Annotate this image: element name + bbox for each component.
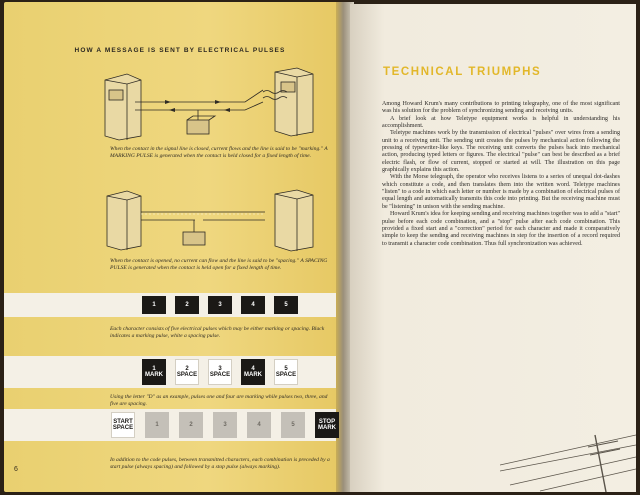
pulse-number-label: 2 <box>185 301 189 308</box>
pulse-square <box>111 412 135 438</box>
pulse-square <box>208 296 232 314</box>
pulse-square <box>208 359 232 385</box>
pulse-number-label: 3 <box>223 421 227 428</box>
pulse-square <box>175 359 199 385</box>
pulse-number-label: 1 <box>152 301 156 308</box>
pulse-number-label: 4 <box>251 301 255 308</box>
page-number: 6 <box>14 466 18 473</box>
page-heading: TECHNICAL TRIUMPHS <box>383 66 542 78</box>
pulse-square <box>213 412 237 438</box>
pulse-square <box>247 412 271 438</box>
spacing-pulse-caption: When the contact is opened, no current can flow and the line is said to be "spacing." A SPACING PULSE is generated when the contact is held open for a fixed length of time. <box>110 258 328 272</box>
pulse-number-label: 1 <box>155 421 159 428</box>
pulse-square <box>274 296 298 314</box>
pulse-kind-label: MARK <box>318 425 336 431</box>
pulse-number-label: 5 <box>291 421 295 428</box>
pulse-number-label: 5 <box>284 365 288 372</box>
letter-d-caption: Using the letter "D" as an example, pulses one and four are marking while pulses two, three, and five are spacing. <box>110 394 328 408</box>
pulse-kind-label: MARK <box>145 372 163 378</box>
body-text <box>382 101 620 248</box>
start-stop-caption: In addition to the code pulses, between transmitted characters, each combination is preceded by a start pulse (always spacing) and followed by a stop pulse (always marking). <box>110 457 330 471</box>
pulse-kind-label: SPACE <box>176 372 198 378</box>
letter-d-pulse-band <box>4 356 336 388</box>
body-paragraph: With the Morse telegraph, the operator who receives listens to a series of unequal dot-dashes which constitute a code, and then translates them into the written word. Teletype machines "listen" to a code in which each letter or number is made by a combination of electrical pulses of equal length and automatically transmits this code into printing. But the receiving machine must be "listening" in unison with the sending machine. <box>382 174 620 210</box>
pulse-square <box>142 296 166 314</box>
body-paragraph: Teletype machines work by the transmission of electrical "pulses" over wires from a sending unit to a receiving unit. The sending unit creates the pulses by mechanical action following the pressing of typewriter-like keys. The receiving unit converts the pulses back into mechanical action, producing typed letters or figures. The electrical "pulse" can best be described as a brief electric flash, or flow of current, stopped or started at will. The illustration on this page graphically explains this action. <box>382 130 620 174</box>
pulse-square <box>179 412 203 438</box>
pulse-square <box>142 359 166 385</box>
pulse-number-label: STOP <box>318 418 336 425</box>
pulse-kind-label: MARK <box>244 372 262 378</box>
character-units-caption: Each character consists of five electrical pulses which may be either marking or spacing. Black indicates a marking pulse, white a spacing pulse. <box>110 326 325 340</box>
pulse-number-label: 4 <box>251 365 255 372</box>
diagram-title: HOW A MESSAGE IS SENT BY ELECTRICAL PULSES <box>74 47 286 54</box>
pulse-number-label: 4 <box>257 421 261 428</box>
pulse-number-label: 2 <box>185 365 189 372</box>
pulse-number-band <box>4 293 336 317</box>
pulse-square <box>274 359 298 385</box>
telegraph-wires-sketch <box>500 405 636 492</box>
pulse-number-label: 2 <box>189 421 193 428</box>
pulse-square <box>241 359 265 385</box>
marking-pulse-caption: When the contact in the signal line is closed, current flows and the line is said to be "marking." A MARKING PULSE is generated when the contact is held closed for a fixed length of time. <box>110 146 328 160</box>
pulse-square <box>315 412 339 438</box>
pulse-kind-label: SPACE <box>112 425 134 431</box>
pulse-number-label: 3 <box>218 301 222 308</box>
body-paragraph: Howard Krum's idea for keeping sending and receiving machines together was to add a "start" pulse before each code combination, and a "stop" pulse after each code combination. This provided a fixed start and a "correction" period for each character and made it comparatively simple to keep the sending and receiving machines in step for the insertion of a record required to transmit a character code combination. Thus full synchronization was achieved. <box>382 211 620 247</box>
pulse-kind-label: SPACE <box>275 372 297 378</box>
pulse-kind-label: SPACE <box>209 372 231 378</box>
pulse-square <box>241 296 265 314</box>
pulse-number-label: START <box>113 418 133 425</box>
pulse-square <box>281 412 305 438</box>
pulse-number-label: 1 <box>152 365 156 372</box>
marking-circuit-illustration <box>95 62 325 144</box>
pulse-number-label: 3 <box>218 365 222 372</box>
pulse-square <box>175 296 199 314</box>
body-paragraph: Among Howard Krum's many contributions to printing telegraphy, one of the most significant was his solution for the problem of synchronizing sending and receiving units. <box>382 101 620 115</box>
pulse-square <box>145 412 169 438</box>
start-stop-pulse-band <box>4 409 336 441</box>
body-paragraph: A brief look at how Teletype equipment works is helpful in understanding his accomplishment. <box>382 115 620 130</box>
pulse-number-label: 5 <box>284 301 288 308</box>
spacing-circuit-illustration <box>95 188 325 254</box>
